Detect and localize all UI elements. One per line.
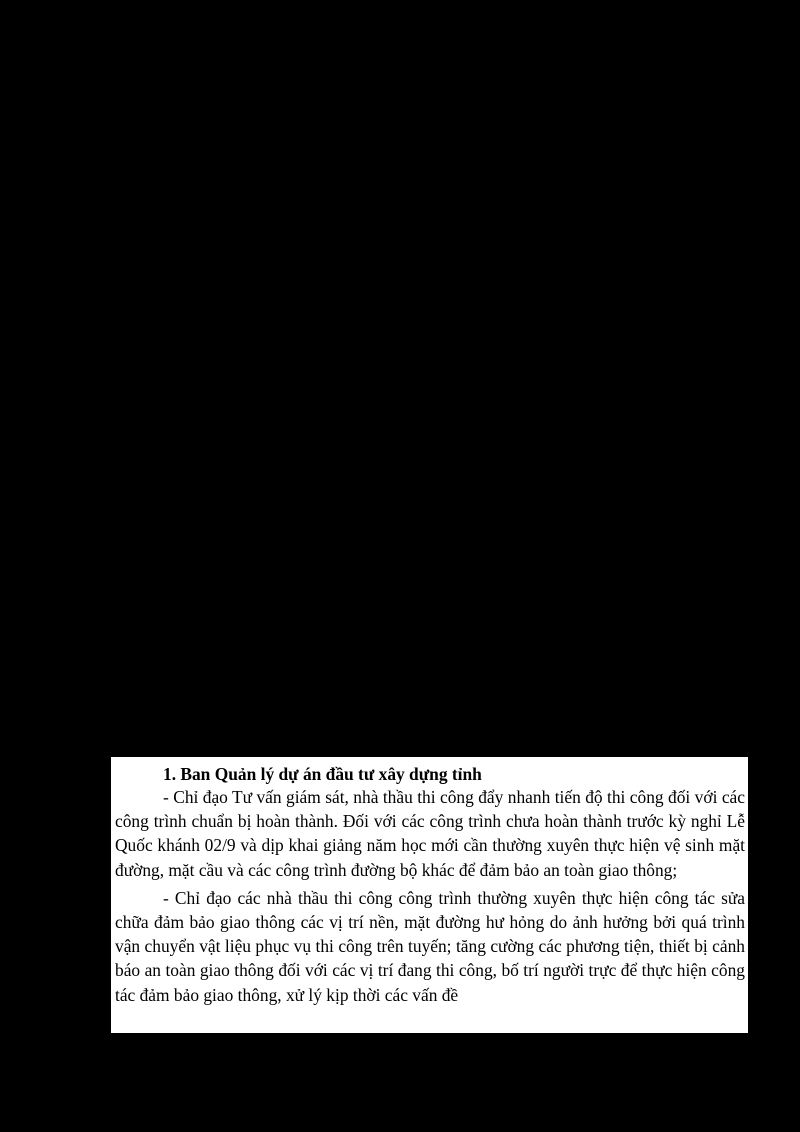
document-excerpt: [111, 757, 748, 1033]
paragraph-1: - Chỉ đạo Tư vấn giám sát, nhà thầu thi công đẩy nhanh tiến độ thi công đối với các công trình chuẩn bị hoàn thành. Đối với các công trình chưa hoàn thành trước kỳ nghỉ Lễ Quốc khánh 02/9 và dịp khai giảng năm học mới cần thường xuyên thực hiện vệ sinh mặt đường, mặt cầu và các công trình đường bộ khác để đảm bảo an toàn giao thông;: [115, 787, 745, 880]
paragraph-2: - Chỉ đạo các nhà thầu thi công công trình thường xuyên thực hiện công tác sửa chữa đảm bảo giao thông các vị trí nền, mặt đường hư hỏng do ảnh hưởng bởi quá trình vận chuyển vật liệu phục vụ thi công trên tuyến; tăng cường các phương tiện, thiết bị cảnh báo an toàn giao thông đối với các vị trí đang thi công, bố trí người trực để thực hiện công tác đảm bảo giao thông, xử lý kịp thời các vấn đề: [115, 887, 745, 1005]
section-heading: 1. Ban Quản lý dự án đầu tư xây dựng tỉnh: [163, 764, 482, 784]
